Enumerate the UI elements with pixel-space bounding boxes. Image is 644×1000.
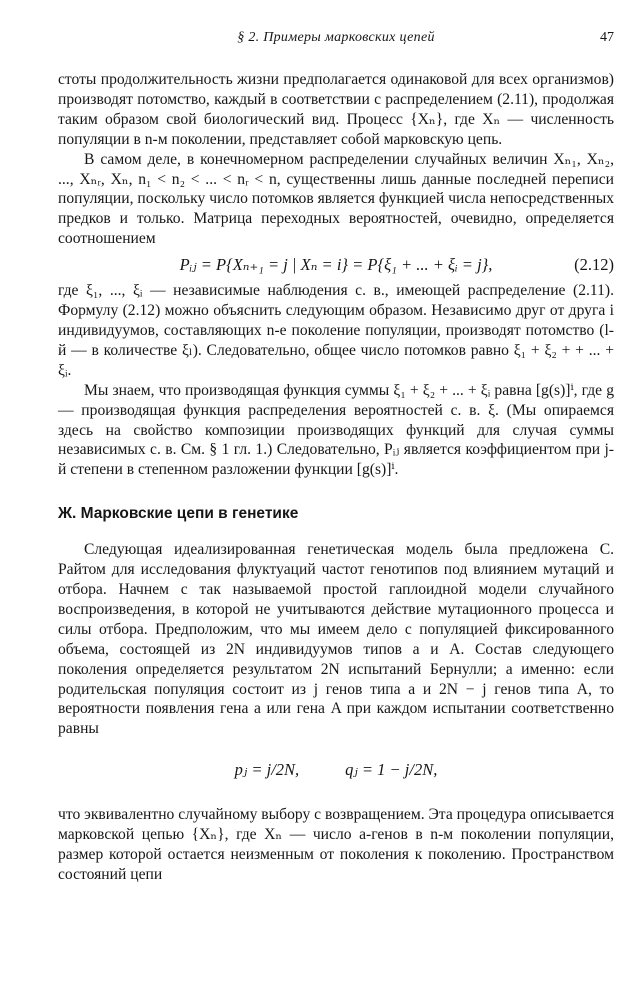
formula-q: qⱼ = 1 − j/2N, (345, 760, 438, 780)
formula-2-12-number: (2.12) (574, 255, 614, 275)
paragraph-3: где ξ₁, ..., ξᵢ — независимые наблюдения с. в., имеющей распределение (2.11). Формулу (2.12) можно объяснить следующим образом. Независимо друг от друга i индивидуумов, составляющих n-е поколение популяции, производят потомство (l-й — в количестве ξₗ). Следовательно, общее число потомков равно ξ₁ + ξ₂ + + ... + ξᵢ. (58, 282, 614, 379)
page-number: 47 (600, 30, 614, 45)
page (58, 30, 614, 885)
paragraph-1: стоты продолжительность жизни предполагается одинаковой для всех организмов) производят потомство, каждый в соответствии с распределением (2.11), продолжая таким образом свой биологический вид. Процесс {Xₙ}, где Xₙ — численность популяции в n-м поколении, представляет собой марковскую цепь. (58, 71, 614, 148)
formula-p: pⱼ = j/2N, (234, 760, 300, 780)
formula-pq (58, 745, 614, 795)
formula-2-12 (58, 249, 614, 281)
formula-2-12-body: Pᵢⱼ = P{Xₙ₊₁ = j | Xₙ = i} = P{ξ₁ + ... + ξᵢ = j}, (179, 255, 493, 275)
paragraph-2: В самом деле, в конечномерном распределении случайных величин Xₙ₁, Xₙ₂, ..., Xₙᵣ, Xₙ, n₁ < n₂ < ... < nᵣ < n, существенны лишь данные последней переписи популяции, поскольку число потомков является функцией числа непосредственных предков и только. Матрица переходных вероятностей, очевидно, определяется соотношением (58, 150, 614, 248)
running-head (58, 30, 614, 52)
paragraph-4: Мы знаем, что производящая функция суммы ξ₁ + ξ₂ + ... + ξᵢ равна [g(s)]ⁱ, где g — производящая функция распределения вероятностей с. в. ξ. (Мы опираемся здесь на свойство композиции производящих функций для случая суммы независимых с. в. См. § 1 гл. 1.) Следовательно, Pᵢⱼ является коэффициентом при j-й степени в степенном разложении функции [g(s)]ⁱ. (58, 381, 614, 479)
running-title: § 2. Примеры марковских цепей (237, 30, 435, 45)
section-title: Ж. Марковские цепи в генетике (58, 505, 299, 523)
paragraph-5: Следующая идеализированная генетическая модель была предложена С. Райтом для исследования флуктуаций частот генотипов под влиянием мутаций и отбора. Начнем с так называемой простой гаплоидной модели случайного воспроизведения, в которой не учитываются действие мутационного процесса и силы отбора. Предположим, что мы имеем дело с популяцией фиксированного объема, состоящей из 2N индивидуумов типов a и A. Состав следующего поколения определяется результатом 2N испытаний Бернулли; а именно: если родительская популяция состоит из j генов типа a и 2N − j генов типа A, то вероятности появления гена a или гена A при каждом испытании соответственно равны (58, 541, 614, 738)
paragraph-6: что эквивалентно случайному выбору с возвращением. Эта процедура описывается марковской цепью {Xₙ}, где Xₙ — число a-генов в n-м поколении популяции, размер которой остается неизменным от поколения к поколению. Пространством состояний цепи (58, 806, 614, 883)
